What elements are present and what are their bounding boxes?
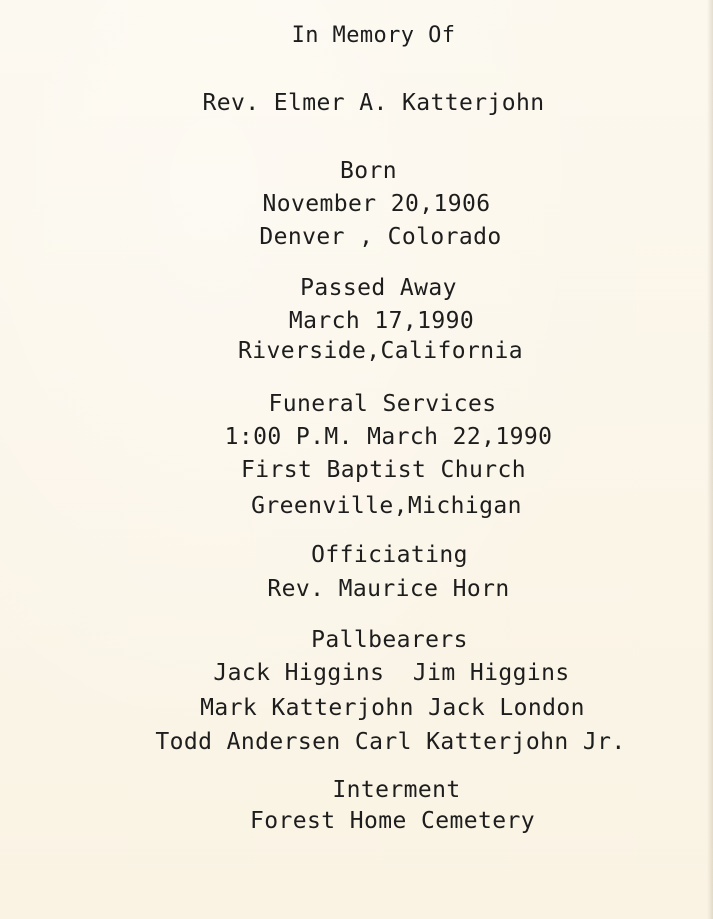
- memorial-heading: In Memory Of: [291, 23, 456, 48]
- born-date: November 20,1906: [262, 191, 491, 217]
- funeral-place: Greenville,Michigan: [251, 493, 522, 519]
- pallbearers-line: Jack Higgins Jim Higgins: [213, 660, 570, 686]
- funeral-time: 1:00 P.M. March 22,1990: [224, 424, 553, 450]
- born-label: Born: [340, 158, 397, 184]
- passed-place: Riverside,California: [238, 338, 523, 364]
- born-place: Denver , Colorado: [259, 224, 502, 250]
- pallbearers-label: Pallbearers: [311, 627, 468, 653]
- officiating-label: Officiating: [311, 542, 468, 568]
- interment-label: Interment: [332, 777, 461, 803]
- officiating-name: Rev. Maurice Horn: [267, 576, 510, 602]
- funeral-label: Funeral Services: [268, 391, 497, 417]
- passed-label: Passed Away: [300, 275, 457, 301]
- passed-date: March 17,1990: [288, 308, 475, 334]
- interment-place: Forest Home Cemetery: [250, 808, 535, 834]
- pallbearers-line: Mark Katterjohn Jack London: [200, 695, 585, 721]
- pallbearers-line: Todd Andersen Carl Katterjohn Jr.: [155, 729, 626, 755]
- funeral-church: First Baptist Church: [241, 457, 526, 483]
- deceased-name: Rev. Elmer A. Katterjohn: [202, 90, 545, 116]
